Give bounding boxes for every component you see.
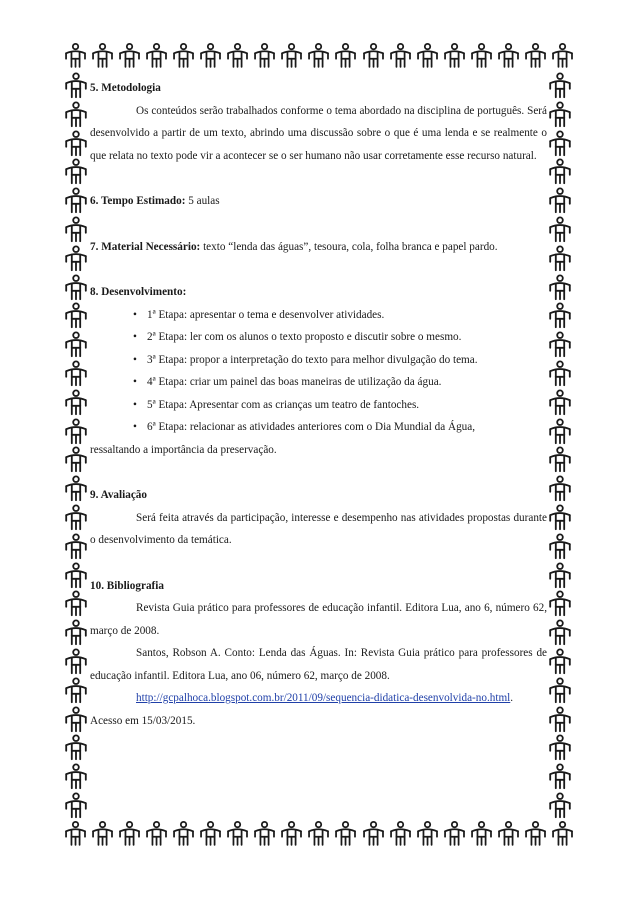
child-figure-icon xyxy=(62,763,90,791)
child-figure-icon xyxy=(546,763,574,791)
step-text: 4ª Etapa: criar um painel das boas maneiras de utilização da água. xyxy=(147,376,442,388)
child-figure-icon xyxy=(546,446,574,474)
list-item xyxy=(90,416,547,439)
bibliography-ref-3 xyxy=(90,687,547,732)
child-figure-icon xyxy=(522,820,549,848)
bullet-icon: • xyxy=(133,398,137,411)
section-heading-avaliacao: 9. Avaliação xyxy=(90,489,147,501)
child-figure-icon xyxy=(546,72,574,100)
child-figure-icon xyxy=(441,820,468,848)
child-figure-icon xyxy=(116,820,143,848)
access-date: . Acesso em 15/03/2015. xyxy=(90,692,514,727)
child-figure-icon xyxy=(170,42,197,70)
child-figure-icon xyxy=(62,389,90,417)
border-left xyxy=(62,72,92,820)
child-figure-icon xyxy=(546,504,574,532)
child-figure-icon xyxy=(360,820,387,848)
child-figure-icon xyxy=(332,42,359,70)
section-heading-metodologia: 5. Metodologia xyxy=(90,82,161,94)
child-figure-icon xyxy=(62,820,89,848)
child-figure-icon xyxy=(546,389,574,417)
bibliography-link[interactable]: http://gcpalhoca.blogspot.com.br/2011/09/sequencia-didatica-desenvolvida-no.html xyxy=(136,692,511,704)
child-figure-icon xyxy=(170,820,197,848)
child-figure-icon xyxy=(251,42,278,70)
list-item xyxy=(90,326,547,349)
child-figure-icon xyxy=(62,418,90,446)
steps-list xyxy=(90,304,547,439)
border-right xyxy=(546,72,576,820)
bullet-icon: • xyxy=(133,421,137,433)
bullet-icon: • xyxy=(133,308,137,321)
child-figure-icon xyxy=(62,216,90,244)
child-figure-icon xyxy=(62,72,90,100)
child-figure-icon xyxy=(546,619,574,647)
child-figure-icon xyxy=(546,360,574,388)
child-figure-icon xyxy=(89,42,116,70)
child-figure-icon xyxy=(89,820,116,848)
bibliography-ref-2: Santos, Robson A. Conto: Lenda das Águas. In: Revista Guia prático para professores de educação infantil. Editora Lua, ano 06, número 62, março de 2008. xyxy=(90,647,547,682)
child-figure-icon xyxy=(387,820,414,848)
child-figure-icon xyxy=(441,42,468,70)
child-figure-icon xyxy=(495,42,522,70)
list-item xyxy=(90,371,547,394)
material-value: texto “lenda das águas”, tesoura, cola, folha branca e papel pardo. xyxy=(200,240,498,253)
child-figure-icon xyxy=(278,42,305,70)
avaliacao-text: Será feita através da participação, interesse e desempenho nas atividades propostas durante o desenvolvimento da temática. xyxy=(90,511,547,546)
list-item xyxy=(90,304,547,327)
list-item xyxy=(90,394,547,417)
child-figure-icon xyxy=(224,820,251,848)
child-figure-icon xyxy=(332,820,359,848)
child-figure-icon xyxy=(62,360,90,388)
child-figure-icon xyxy=(546,418,574,446)
child-figure-icon xyxy=(62,158,90,186)
material-line xyxy=(90,236,547,259)
child-figure-icon xyxy=(549,42,576,70)
child-figure-icon xyxy=(116,42,143,70)
child-figure-icon xyxy=(546,562,574,590)
section-heading-tempo: 6. Tempo Estimado: xyxy=(90,195,186,207)
child-figure-icon xyxy=(546,158,574,186)
child-figure-icon xyxy=(546,216,574,244)
section-heading-bibliografia: 10. Bibliografia xyxy=(90,579,164,592)
child-figure-icon xyxy=(546,792,574,820)
metodologia-text: Os conteúdos serão trabalhados conforme o tema abordado na disciplina de português. Será desenvolvido a partir de um texto, abrindo uma discussão sobre o que é uma lenda e se realmente o que relata no texto pode vir a acontecer se o ser humano não usar corretamente esse recurso natural. xyxy=(90,104,547,162)
step-text: 3ª Etapa: propor a interpretação do texto para melhor divulgação do tema. xyxy=(147,353,478,366)
child-figure-icon xyxy=(546,590,574,618)
border-top xyxy=(62,42,576,72)
section-heading-desenvolvimento: 8. Desenvolvimento: xyxy=(90,286,187,298)
step-6-continuation: ressaltando a importância da preservação. xyxy=(90,443,277,456)
step-text: 6ª Etapa: relacionar as atividades anteriores com o Dia Mundial da Água, xyxy=(147,421,476,433)
child-figure-icon xyxy=(62,504,90,532)
bibliography-ref-1: Revista Guia prático para professores de educação infantil. Editora Lua, ano 6, número 62, março de 2008. xyxy=(90,602,547,637)
child-figure-icon xyxy=(546,130,574,158)
child-figure-icon xyxy=(546,533,574,561)
child-figure-icon xyxy=(197,820,224,848)
child-figure-icon xyxy=(62,562,90,590)
child-figure-icon xyxy=(62,245,90,273)
child-figure-icon xyxy=(549,820,576,848)
child-figure-icon xyxy=(546,331,574,359)
child-figure-icon xyxy=(62,302,90,330)
child-figure-icon xyxy=(224,42,251,70)
child-figure-icon xyxy=(305,820,332,848)
list-item xyxy=(90,349,547,372)
child-figure-icon xyxy=(62,677,90,705)
child-figure-icon xyxy=(360,42,387,70)
child-figure-icon xyxy=(62,590,90,618)
document-content xyxy=(90,77,547,732)
child-figure-icon xyxy=(62,706,90,734)
child-figure-icon xyxy=(522,42,549,70)
child-figure-icon xyxy=(62,130,90,158)
child-figure-icon xyxy=(62,187,90,215)
child-figure-icon xyxy=(143,42,170,70)
step-text: 1ª Etapa: apresentar o tema e desenvolver atividades. xyxy=(147,308,385,321)
step-text: 2ª Etapa: ler com os alunos o texto proposto e discutir sobre o mesmo. xyxy=(147,331,462,343)
child-figure-icon xyxy=(414,42,441,70)
child-figure-icon xyxy=(546,475,574,503)
child-figure-icon xyxy=(62,446,90,474)
child-figure-icon xyxy=(546,677,574,705)
step-text: 5ª Etapa: Apresentar com as crianças um teatro de fantoches. xyxy=(147,398,420,411)
child-figure-icon xyxy=(495,820,522,848)
child-figure-icon xyxy=(197,42,224,70)
bullet-icon: • xyxy=(133,353,137,366)
child-figure-icon xyxy=(468,820,495,848)
child-figure-icon xyxy=(62,42,89,70)
bullet-icon: • xyxy=(133,376,137,388)
child-figure-icon xyxy=(546,274,574,302)
child-figure-icon xyxy=(62,475,90,503)
child-figure-icon xyxy=(546,245,574,273)
child-figure-icon xyxy=(62,792,90,820)
child-figure-icon xyxy=(62,619,90,647)
child-figure-icon xyxy=(546,706,574,734)
child-figure-icon xyxy=(278,820,305,848)
child-figure-icon xyxy=(62,533,90,561)
child-figure-icon xyxy=(62,734,90,762)
tempo-line xyxy=(90,190,547,213)
child-figure-icon xyxy=(468,42,495,70)
border-bottom xyxy=(62,820,576,850)
child-figure-icon xyxy=(546,187,574,215)
bullet-icon: • xyxy=(133,331,137,343)
child-figure-icon xyxy=(62,648,90,676)
child-figure-icon xyxy=(62,331,90,359)
child-figure-icon xyxy=(546,302,574,330)
child-figure-icon xyxy=(546,101,574,129)
child-figure-icon xyxy=(387,42,414,70)
child-figure-icon xyxy=(546,648,574,676)
child-figure-icon xyxy=(414,820,441,848)
child-figure-icon xyxy=(62,274,90,302)
child-figure-icon xyxy=(143,820,170,848)
child-figure-icon xyxy=(251,820,278,848)
section-heading-material: 7. Material Necessário: xyxy=(90,240,201,253)
tempo-value: 5 aulas xyxy=(185,195,220,207)
child-figure-icon xyxy=(305,42,332,70)
child-figure-icon xyxy=(62,101,90,129)
child-figure-icon xyxy=(546,734,574,762)
